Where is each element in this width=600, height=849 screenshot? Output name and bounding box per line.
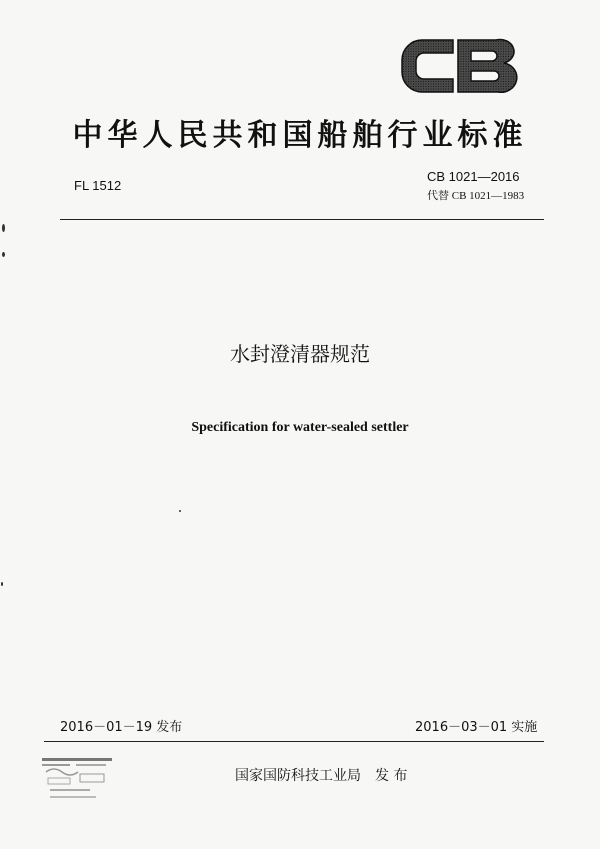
standard-title-english: Specification for water-sealed settler	[191, 420, 409, 435]
footer-divider	[44, 741, 544, 742]
replaces-standard: 代替 CB 1021—1983	[427, 190, 525, 202]
publish-label: 发 布	[375, 768, 408, 784]
header-divider	[60, 219, 544, 220]
stamp-mark	[40, 756, 114, 802]
scan-speck	[2, 252, 5, 257]
publisher-name: 国家国防科技工业局	[235, 768, 361, 784]
standard-title-chinese: 水封澄清器规范	[230, 342, 370, 366]
implementation-date: 2016－03－01 实施	[415, 720, 538, 735]
issue-date: 2016－01－19 发布	[60, 720, 183, 735]
cb-logo	[398, 36, 518, 96]
standard-number: CB 1021—2016	[427, 169, 520, 184]
classification-code: FL 1512	[74, 178, 122, 193]
scan-speck	[1, 582, 3, 586]
scan-speck	[179, 510, 181, 512]
scan-speck	[2, 224, 5, 232]
publisher	[235, 765, 407, 785]
document-title: 中华人民共和国船舶行业标准	[72, 118, 528, 153]
